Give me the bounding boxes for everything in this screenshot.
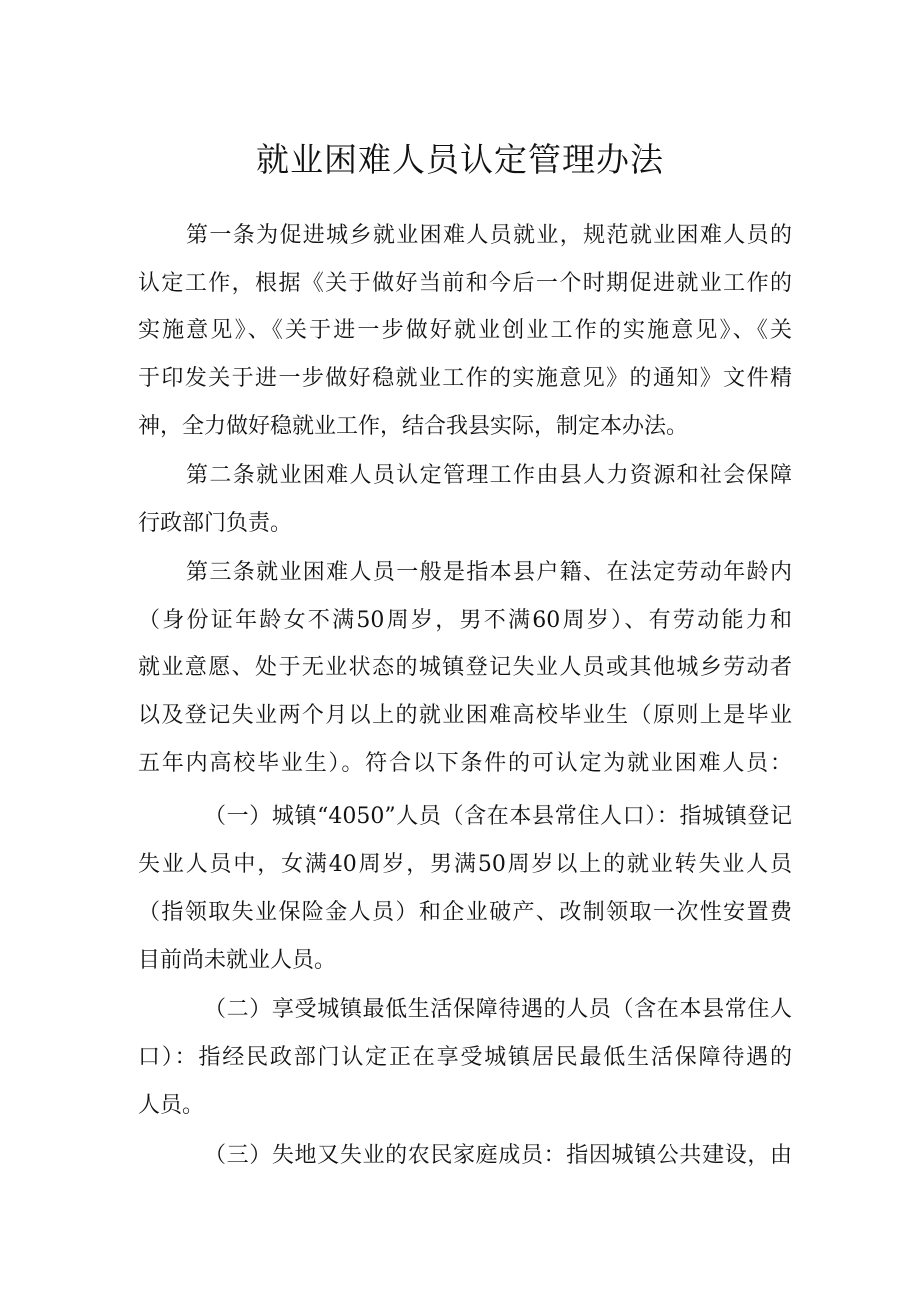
document-title: 就业困难人员认定管理办法 <box>256 140 664 179</box>
text-line: 神，全力做好稳就业工作，结合我县实际，制定本办法。 <box>138 414 689 439</box>
text-line: 人员。 <box>138 1093 205 1118</box>
text-line: （身份证年龄女不满50周岁，男不满60周岁）、有劳动能力和 <box>138 608 792 633</box>
text-line: 目前尚未就业人员。 <box>138 948 337 973</box>
text-line: （二）享受城镇最低生活保障待遇的人员（含在本县常住人 <box>204 997 792 1022</box>
text-line: 行政部门负责。 <box>138 511 293 536</box>
text-line: 口）：指经民政部门认定正在享受城镇居民最低生活保障待遇的 <box>138 1045 792 1070</box>
text-line: （指领取失业保险金人员）和企业破产、改制领取一次性安置费 <box>138 900 792 925</box>
text-line: （一）城镇“4050”人员（含在本县常住人口）：指城镇登记 <box>204 804 792 829</box>
text-line: 第二条就业困难人员认定管理工作由县人力资源和社会保障 <box>186 463 792 488</box>
text-line: 实施意见》、《关于进一步做好就业创业工作的实施意见》、《关 <box>138 318 792 343</box>
text-line: （三）失地又失业的农民家庭成员：指因城镇公共建设，由 <box>204 1143 792 1168</box>
text-line: 失业人员中，女满40周岁，男满50周岁以上的就业转失业人员 <box>138 852 792 877</box>
text-line: 第一条为促进城乡就业困难人员就业，规范就业困难人员的 <box>186 223 792 248</box>
text-line: 认定工作，根据《关于做好当前和今后一个时期促进就业工作的 <box>138 271 792 296</box>
text-line: 第三条就业困难人员一般是指本县户籍、在法定劳动年龄内 <box>186 560 792 585</box>
text-line: 五年内高校毕业生）。符合以下条件的可认定为就业困难人员： <box>138 751 792 776</box>
text-line: 于印发关于进一步做好稳就业工作的实施意见》的通知》文件精 <box>138 366 792 391</box>
text-line: 就业意愿、处于无业状态的城镇登记失业人员或其他城乡劳动者 <box>138 655 792 680</box>
text-line: 以及登记失业两个月以上的就业困难高校毕业生（原则上是毕业 <box>138 703 792 728</box>
